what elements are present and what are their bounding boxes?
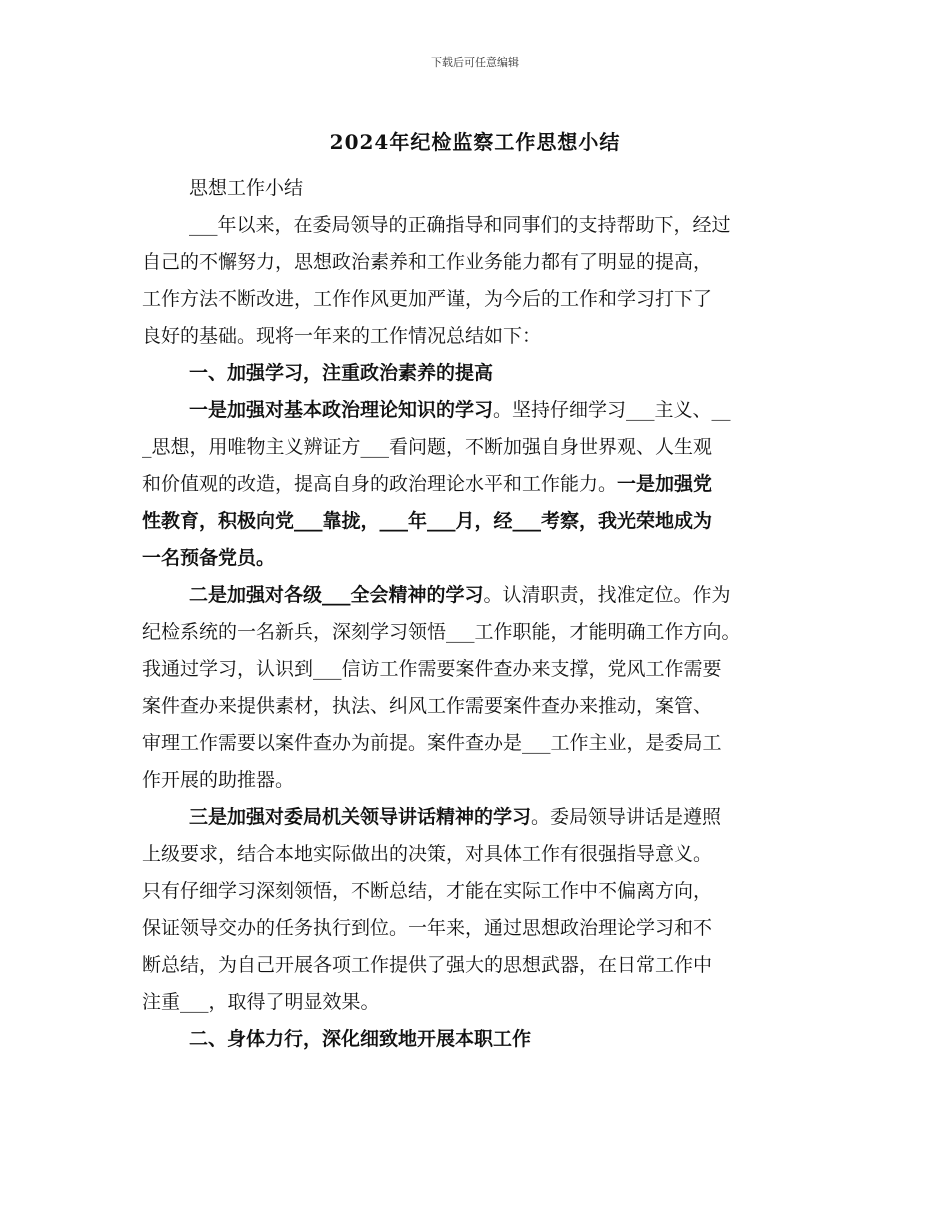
text-line: 案件查办来提供素材，执法、纠风工作需要案件查办来推动，案管、 (142, 695, 713, 717)
text-run: 。坚持仔细学习___主义、__ (493, 399, 731, 421)
text-line: 注重___，取得了明显效果。 (142, 991, 380, 1013)
text-line (142, 466, 817, 503)
text-line: 断总结，为自己开展各项工作提供了强大的思想武器，在日常工作中 (142, 954, 713, 976)
text-line: 自己的不懈努力，思想政治素养和工作业务能力都有了明显的提高， (142, 251, 713, 273)
section-heading-2: 二、身体力行，深化细致地开展本职工作 (189, 1028, 532, 1050)
text-run: 和价值观的改造，提高自身的政治理论水平和工作能力。 (142, 473, 618, 495)
paragraph-leader-speech-study (142, 799, 817, 1021)
text-line: 我通过学习，认识到___信访工作需要案件查办来支撑，党风工作需要 (142, 658, 722, 680)
text-line: 工作方法不断改进，工作作风更加严谨，为今后的工作和学习打下了 (142, 288, 713, 310)
paragraph-theory-study (142, 392, 817, 577)
text-line: 审理工作需要以案件查办为前提。案件查办是___工作主业，是委局工 (142, 732, 722, 754)
text-line: 作开展的助推器。 (142, 769, 295, 791)
text-line: 保证领导交办的任务执行到位。一年来，通过思想政治理论学习和不 (142, 917, 713, 939)
subtitle: 思想工作小结 (189, 177, 304, 199)
text-line (142, 392, 817, 429)
paragraph-intro (142, 207, 817, 355)
text-line (142, 799, 817, 836)
text-run: 。认清职责，找准定位。作为 (483, 584, 731, 606)
paragraph-plenary-study (142, 577, 817, 799)
text-line: 性教育，积极向党___靠拢，___年___月，经___考察，我光荣地成为 (142, 510, 713, 532)
text-line (142, 577, 817, 614)
bold-lead: 一是加强党 (617, 473, 713, 495)
bold-lead: 二是加强对各级___全会精神的学习 (189, 584, 484, 606)
bold-lead: 三是加强对委局机关领导讲话精神的学习 (189, 806, 532, 828)
text-line: ___年以来，在委局领导的正确指导和同事们的支持帮助下，经过 (189, 214, 731, 236)
text-line: _思想，用唯物主义辨证方___看问题，不断加强自身世界观、人生观 (142, 436, 713, 458)
text-line: 只有仔细学习深刻领悟，不断总结，才能在实际工作中不偏离方向， (142, 880, 713, 902)
text-line: 纪检系统的一名新兵，深刻学习领悟___工作职能，才能明确工作方向。 (142, 621, 741, 643)
bold-lead: 一是加强对基本政治理论知识的学习 (189, 399, 494, 421)
document-title: 2024年纪检监察工作思想小结 (329, 130, 621, 154)
text-line: 上级要求，结合本地实际做出的决策，对具体工作有很强指导意义。 (142, 843, 713, 865)
text-line: 良好的基础。现将一年来的工作情况总结如下： (142, 325, 542, 347)
section-heading-1: 一、加强学习，注重政治素养的提高 (189, 362, 494, 384)
text-run: 。委局领导讲话是遵照 (531, 806, 722, 828)
document-body (142, 170, 817, 1058)
header-note: 下载后可任意编辑 (431, 56, 519, 69)
text-line: 一名预备党员。 (142, 547, 276, 569)
